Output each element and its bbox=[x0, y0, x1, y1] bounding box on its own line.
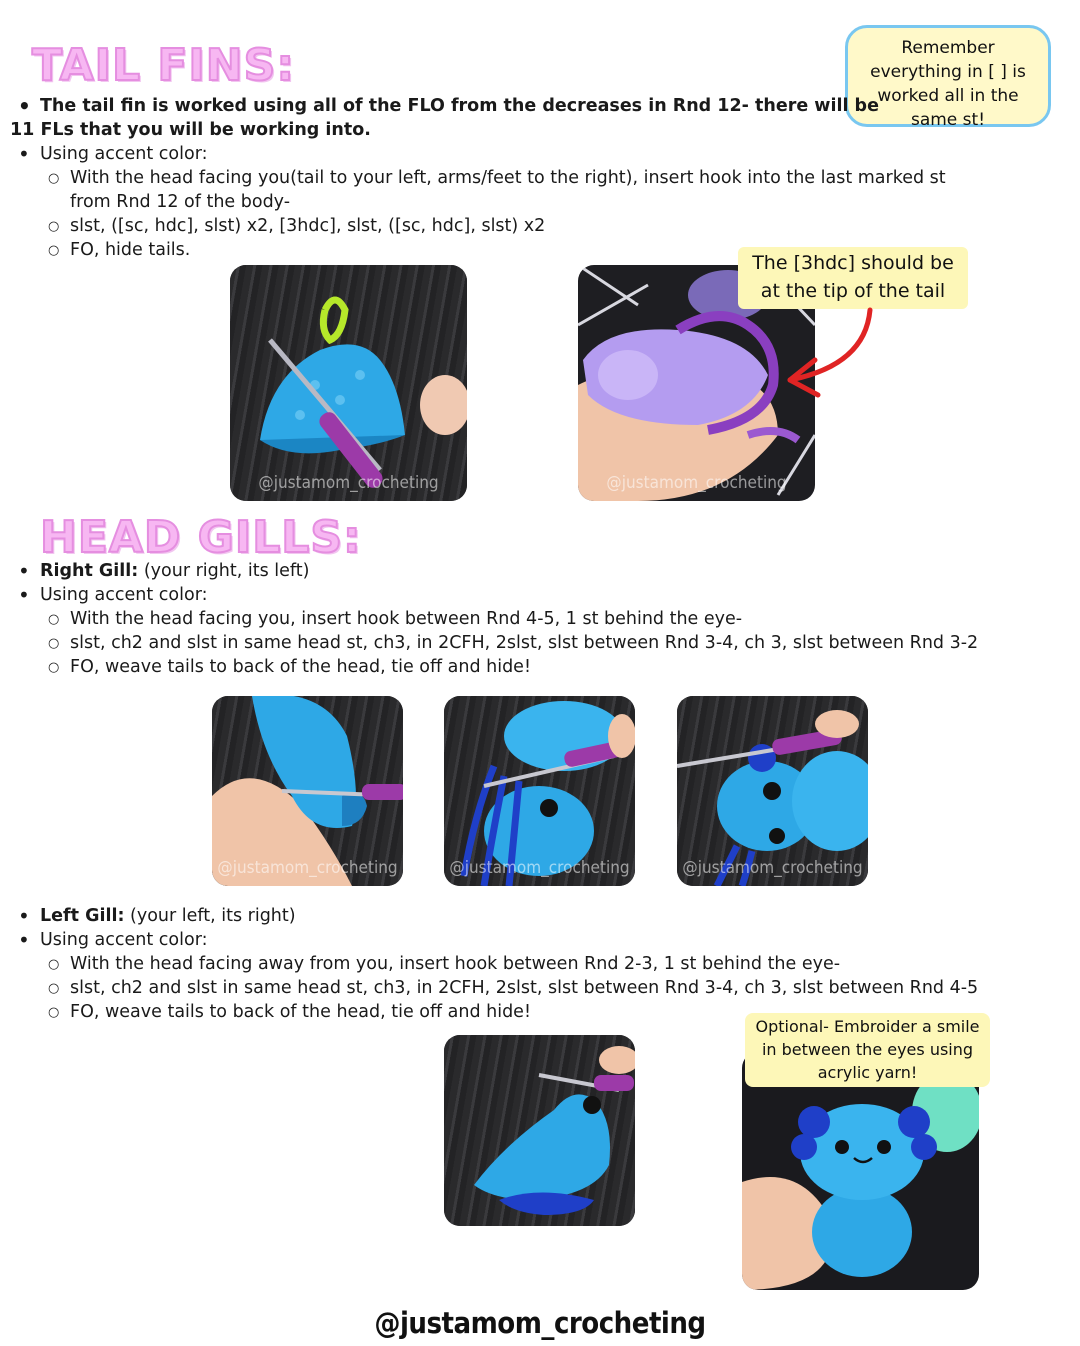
tail-step-1-cont: from Rnd 12 of the body- bbox=[70, 192, 291, 212]
tail-step-1: ○ With the head facing you(tail to your left, arms/feet to the right), insert hook into the last marked st bbox=[70, 166, 946, 190]
right-gill-step-2: ○ slst, ch2 and slst in same head st, ch3, in 2CFH, 2slst, slst between Rnd 3-4, ch 3, slst between Rnd 3-2 bbox=[70, 631, 978, 655]
left-gill-photo bbox=[444, 1035, 635, 1226]
left-gill-label: Left Gill: bbox=[40, 906, 125, 926]
right-gill-desc: (your right, its left) bbox=[143, 561, 310, 581]
watermark-5: @justamom_crocheting bbox=[682, 858, 863, 878]
blue-plush-crochet-image bbox=[230, 265, 467, 501]
left-gill-step-3: ○ FO, weave tails to back of the head, tie off and hide! bbox=[70, 1000, 531, 1024]
left-gill-line bbox=[40, 904, 296, 928]
footer-handle: @justamom_crocheting bbox=[374, 1306, 706, 1340]
watermark-3: @justamom_crocheting bbox=[217, 858, 398, 878]
gill-photo-3 bbox=[677, 696, 868, 886]
tail-photo-1 bbox=[230, 265, 467, 501]
head-gills-heading: HEAD GILLS: bbox=[40, 512, 362, 563]
red-arrow-icon bbox=[770, 305, 890, 405]
right-gill-step-1: ○ With the head facing you, insert hook between Rnd 4-5, 1 st behind the eye- bbox=[70, 607, 742, 631]
gill-photo-1 bbox=[212, 696, 403, 886]
tail-step-3: ○ FO, hide tails. bbox=[70, 238, 190, 262]
left-gill-step-2: ○ slst, ch2 and slst in same head st, ch3, in 2CFH, 2slst, slst between Rnd 3-4, ch 3, slst between Rnd 4-5 bbox=[70, 976, 978, 1000]
optional-smile-callout: Optional- Embroider a smile in between the eyes using acrylic yarn! bbox=[745, 1013, 990, 1087]
right-accent-color: • Using accent color: bbox=[40, 583, 207, 607]
tail-accent-color: • Using accent color: bbox=[40, 142, 207, 166]
tail-intro-line-1: • The tail fin is worked using all of the FLO from the decreases in Rnd 12- there will be bbox=[40, 94, 879, 118]
right-gill-step-3: ○ FO, weave tails to back of the head, tie off and hide! bbox=[70, 655, 531, 679]
watermark-2: @justamom_crocheting bbox=[606, 473, 787, 493]
tail-tip-callout: The [3hdc] should be at the tip of the tail bbox=[738, 247, 968, 309]
watermark-1: @justamom_crocheting bbox=[258, 473, 439, 493]
tail-intro-line-2: 11 FLs that you will be working into. bbox=[10, 120, 371, 140]
right-gill-line bbox=[40, 559, 309, 583]
final-plush-photo bbox=[742, 1052, 979, 1290]
watermark-4: @justamom_crocheting bbox=[449, 858, 630, 878]
left-gill-desc: (your left, its right) bbox=[130, 906, 296, 926]
finished-axolotl-image bbox=[742, 1052, 979, 1290]
left-gill-step-1: ○ With the head facing away from you, insert hook between Rnd 2-3, 1 st behind the eye- bbox=[70, 952, 840, 976]
tail-step-2: ○ slst, ([sc, hdc], slst) x2, [3hdc], slst, ([sc, hdc], slst) x2 bbox=[70, 214, 545, 238]
left-gill-image bbox=[444, 1035, 635, 1226]
right-gill-label: Right Gill: bbox=[40, 561, 139, 581]
tail-fins-heading: TAIL FINS: bbox=[32, 40, 295, 91]
reminder-note: Remember everything in [ ] is worked all in the same st! bbox=[845, 25, 1051, 127]
left-accent-color: • Using accent color: bbox=[40, 928, 207, 952]
gill-photo-2 bbox=[444, 696, 635, 886]
